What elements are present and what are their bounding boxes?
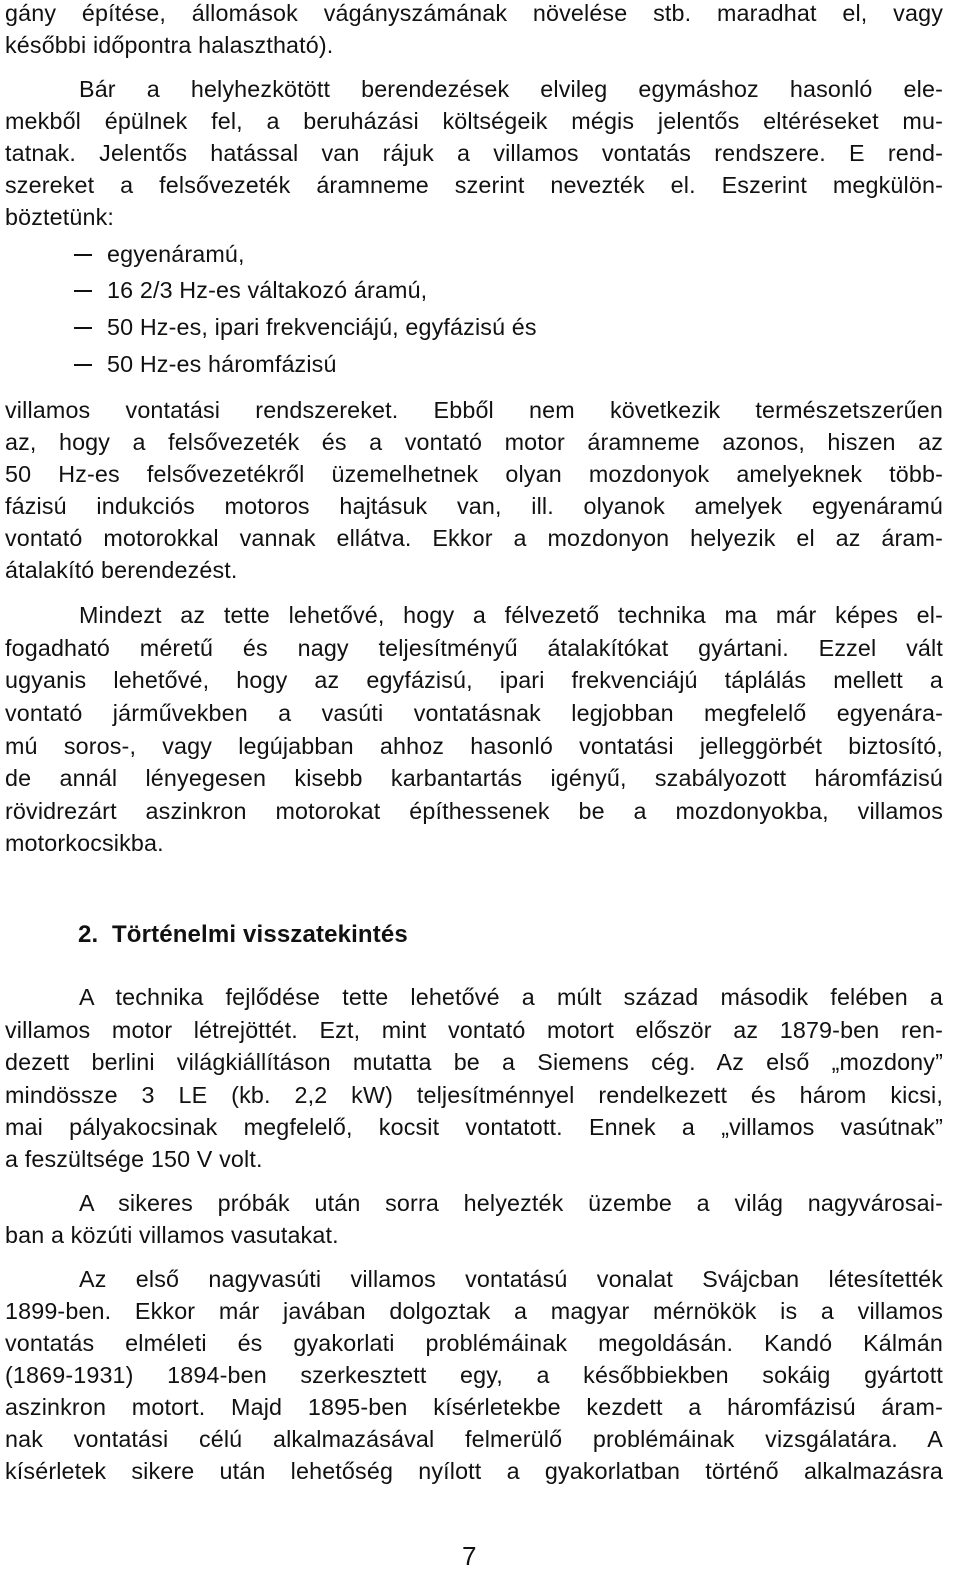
paragraph-line: nak vontatási célú alkalmazásával felmerülő problémáinak vizsgálatára. A: [5, 1426, 943, 1452]
paragraph-line: villamos vontatási rendszereket. Ebből nem következik természetszerűen: [5, 397, 943, 423]
paragraph-line: mindössze 3 LE (kb. 2,2 kW) teljesítménnyel rendelkezett és három kicsi,: [5, 1082, 943, 1108]
paragraph-line: vontatás elméleti és gyakorlati problémáinak megoldásán. Kandó Kálmán: [5, 1330, 943, 1356]
paragraph-line: mai pályakocsinak megfelelő, kocsit vontatott. Ennek a „villamos vasútnak”: [5, 1114, 943, 1140]
paragraph-line: szereket a felsővezeték áramneme szerint nevezték el. Eszerint megkülön-: [5, 172, 943, 198]
paragraph-line: fogadható méretű és nagy teljesítményű átalakítókat gyártani. Ezzel vált: [5, 635, 943, 661]
paragraph-line: Az első nagyvasúti villamos vontatású vonalat Svájcban létesítették: [79, 1266, 943, 1292]
list-dash: [74, 290, 92, 292]
list-dash: [74, 254, 92, 256]
paragraph-line: dezett berlini világkiállításon mutatta be a Siemens cég. Az első „mozdony”: [5, 1049, 943, 1075]
paragraph-line: ban a közúti villamos vasutakat.: [5, 1222, 339, 1248]
paragraph-line: vontató motorokkal vannak ellátva. Ekkor a mozdonyon helyezik el az áram-: [5, 525, 943, 551]
paragraph-line: ugyanis lehetővé, hogy az egyfázisú, ipari frekvenciájú táplálás mellett a: [5, 667, 943, 693]
paragraph-line: fázisú indukciós motoros hajtásuk van, ill. olyanok amelyek egyenáramú: [5, 493, 943, 519]
list-item: egyenáramú,: [107, 241, 245, 267]
paragraph-line: villamos motor létrejöttét. Ezt, mint vontató motort először az 1879-ben ren-: [5, 1017, 943, 1043]
list-dash: [74, 327, 92, 329]
paragraph-line: mú soros-, vagy legújabban ahhoz hasonló vontatási jelleggörbét biztosító,: [5, 733, 943, 759]
paragraph-line: 1899-ben. Ekkor már javában dolgoztak a magyar mérnökök is a villamos: [5, 1298, 943, 1324]
section-number: 2.: [78, 921, 99, 948]
paragraph-line: kísérletek sikere után lehetőség nyílott a gyakorlatban történő alkalmazásra: [5, 1458, 943, 1484]
paragraph-line: későbbi időpontra halasztható).: [5, 32, 334, 58]
paragraph-line: mekből épülnek fel, a beruházási költségeik mégis jelentős eltéréseket mu-: [5, 108, 943, 134]
paragraph-line: 50 Hz-es felsővezetékről üzemelhetnek olyan mozdonyok amelyeknek több-: [5, 461, 943, 487]
section-title: Történelmi visszatekintés: [112, 921, 408, 948]
paragraph-line: aszinkron motort. Majd 1895-ben kísérletekbe kezdett a háromfázisú áram-: [5, 1394, 943, 1420]
paragraph-line: átalakító berendezést.: [5, 557, 238, 583]
paragraph-line: rövidrezárt aszinkron motorokat építhessenek be a mozdonyokba, villamos: [5, 798, 943, 824]
paragraph-line: böztetünk:: [5, 204, 114, 230]
list-item: 16 2/3 Hz-es váltakozó áramú,: [107, 277, 428, 303]
paragraph-line: a feszültsége 150 V volt.: [5, 1146, 263, 1172]
paragraph-line: Mindezt az tette lehetővé, hogy a félvezető technika ma már képes el-: [79, 602, 943, 628]
list-dash: [74, 364, 92, 366]
paragraph-line: Bár a helyhezkötött berendezések elvileg egymáshoz hasonló ele-: [79, 76, 943, 102]
list-item: 50 Hz-es, ipari frekvenciájú, egyfázisú és: [107, 314, 537, 340]
paragraph-line: az, hogy a felsővezeték és a vontató motor áramneme azonos, hiszen az: [5, 429, 943, 455]
paragraph-line: motorkocsikba.: [5, 830, 164, 856]
paragraph-line: A sikeres próbák után sorra helyezték üzembe a világ nagyvárosai-: [79, 1190, 943, 1216]
paragraph-line: tatnak. Jelentős hatással van rájuk a villamos vontatás rendszere. E rend-: [5, 140, 943, 166]
paragraph-line: vontató járművekben a vasúti vontatásnak legjobban megfelelő egyenára-: [5, 700, 943, 726]
paragraph-line: de annál lényegesen kisebb karbantartás igényű, szabályozott háromfázisú: [5, 765, 943, 791]
paragraph-line: (1869-1931) 1894-ben szerkesztett egy, a későbbiekben sokáig gyártott: [5, 1362, 943, 1388]
paragraph-line: gány építése, állomások vágányszámának növelése stb. maradhat el, vagy: [5, 0, 943, 26]
paragraph-line: A technika fejlődése tette lehetővé a múlt század második felében a: [79, 984, 943, 1010]
page-number: 7: [462, 1541, 477, 1571]
list-item: 50 Hz-es háromfázisú: [107, 351, 337, 377]
